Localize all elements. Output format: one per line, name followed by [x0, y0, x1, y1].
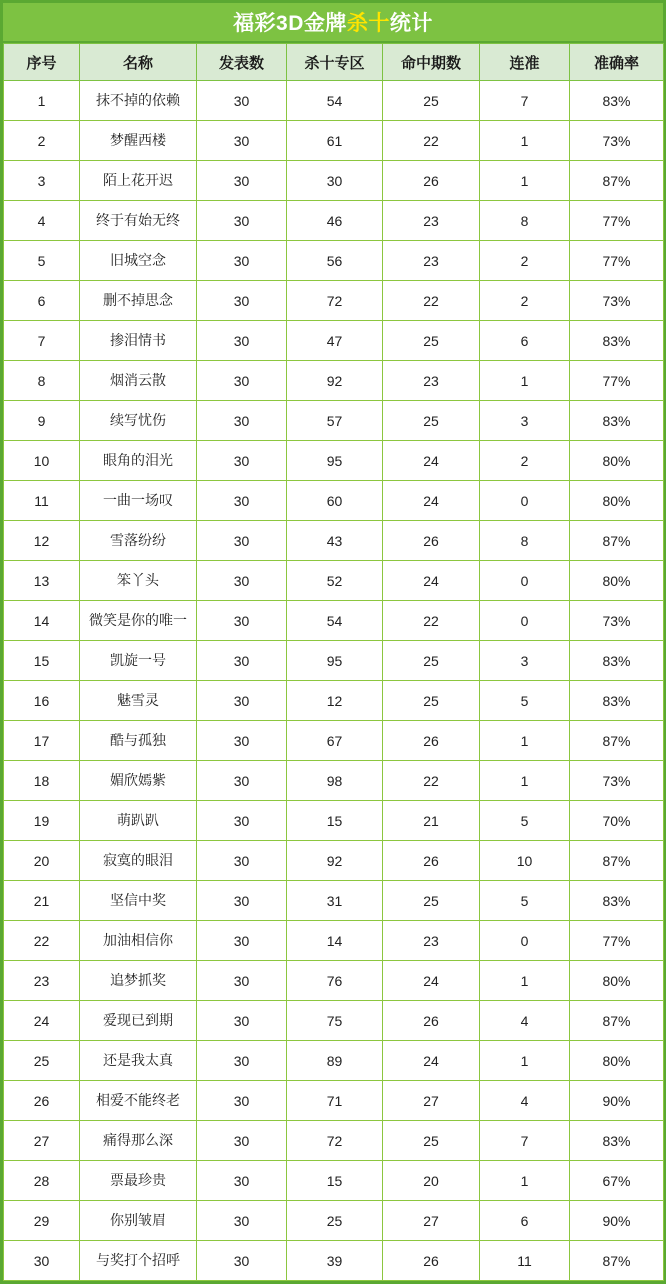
cell-accuracy: 83%: [570, 81, 664, 121]
cell-zone: 67: [287, 721, 383, 761]
cell-hit-periods: 27: [383, 1081, 480, 1121]
cell-name: 陌上花开迟: [80, 161, 197, 201]
cell-name: 还是我太真: [80, 1041, 197, 1081]
cell-streak: 0: [480, 561, 570, 601]
cell-index: 19: [4, 801, 80, 841]
column-header-hit-periods: 命中期数: [383, 44, 480, 81]
table-row: [4, 641, 664, 681]
cell-published: 30: [197, 361, 287, 401]
cell-name: 与奖打个招呼: [80, 1241, 197, 1281]
cell-published: 30: [197, 1161, 287, 1201]
table-row: [4, 961, 664, 1001]
cell-published: 30: [197, 561, 287, 601]
cell-hit-periods: 21: [383, 801, 480, 841]
page-title-accent: 杀十: [346, 12, 390, 35]
cell-streak: 0: [480, 601, 570, 641]
table-row: [4, 801, 664, 841]
cell-accuracy: 90%: [570, 1081, 664, 1121]
cell-zone: 30: [287, 161, 383, 201]
cell-index: 4: [4, 201, 80, 241]
cell-index: 14: [4, 601, 80, 641]
cell-streak: 4: [480, 1081, 570, 1121]
cell-streak: 1: [480, 361, 570, 401]
cell-zone: 52: [287, 561, 383, 601]
cell-index: 20: [4, 841, 80, 881]
cell-accuracy: 77%: [570, 241, 664, 281]
cell-published: 30: [197, 201, 287, 241]
cell-name: 痛得那么深: [80, 1121, 197, 1161]
cell-index: 11: [4, 481, 80, 521]
cell-streak: 2: [480, 441, 570, 481]
statistics-table: [3, 43, 664, 1281]
table-header-row: [4, 44, 664, 81]
cell-hit-periods: 23: [383, 921, 480, 961]
cell-accuracy: 80%: [570, 561, 664, 601]
cell-zone: 25: [287, 1201, 383, 1241]
cell-index: 16: [4, 681, 80, 721]
cell-streak: 0: [480, 921, 570, 961]
cell-published: 30: [197, 1201, 287, 1241]
column-header-name: 名称: [80, 44, 197, 81]
cell-accuracy: 87%: [570, 521, 664, 561]
cell-index: 2: [4, 121, 80, 161]
cell-published: 30: [197, 321, 287, 361]
cell-hit-periods: 25: [383, 881, 480, 921]
cell-hit-periods: 23: [383, 201, 480, 241]
cell-published: 30: [197, 961, 287, 1001]
cell-name: 烟消云散: [80, 361, 197, 401]
table-row: [4, 241, 664, 281]
cell-streak: 7: [480, 81, 570, 121]
cell-hit-periods: 25: [383, 81, 480, 121]
cell-zone: 89: [287, 1041, 383, 1081]
cell-zone: 61: [287, 121, 383, 161]
cell-zone: 15: [287, 1161, 383, 1201]
cell-published: 30: [197, 681, 287, 721]
cell-name: 加油相信你: [80, 921, 197, 961]
cell-accuracy: 87%: [570, 161, 664, 201]
cell-hit-periods: 25: [383, 401, 480, 441]
cell-published: 30: [197, 161, 287, 201]
cell-zone: 31: [287, 881, 383, 921]
cell-accuracy: 83%: [570, 681, 664, 721]
cell-zone: 14: [287, 921, 383, 961]
cell-streak: 5: [480, 681, 570, 721]
cell-zone: 95: [287, 441, 383, 481]
table-row: [4, 841, 664, 881]
cell-published: 30: [197, 1001, 287, 1041]
cell-index: 22: [4, 921, 80, 961]
cell-hit-periods: 25: [383, 321, 480, 361]
cell-hit-periods: 26: [383, 161, 480, 201]
cell-hit-periods: 22: [383, 281, 480, 321]
cell-streak: 0: [480, 481, 570, 521]
cell-name: 凯旋一号: [80, 641, 197, 681]
cell-streak: 1: [480, 161, 570, 201]
column-header-accuracy: 准确率: [570, 44, 664, 81]
cell-streak: 1: [480, 761, 570, 801]
cell-hit-periods: 22: [383, 601, 480, 641]
cell-streak: 8: [480, 521, 570, 561]
cell-accuracy: 80%: [570, 481, 664, 521]
cell-index: 9: [4, 401, 80, 441]
cell-name: 相爱不能终老: [80, 1081, 197, 1121]
table-row: [4, 1041, 664, 1081]
cell-published: 30: [197, 601, 287, 641]
cell-zone: 57: [287, 401, 383, 441]
cell-published: 30: [197, 761, 287, 801]
cell-index: 18: [4, 761, 80, 801]
cell-streak: 2: [480, 241, 570, 281]
cell-hit-periods: 25: [383, 681, 480, 721]
cell-zone: 92: [287, 361, 383, 401]
cell-streak: 5: [480, 801, 570, 841]
cell-zone: 72: [287, 1121, 383, 1161]
cell-hit-periods: 26: [383, 721, 480, 761]
column-header-index: 序号: [4, 44, 80, 81]
cell-index: 23: [4, 961, 80, 1001]
cell-index: 6: [4, 281, 80, 321]
cell-hit-periods: 25: [383, 641, 480, 681]
cell-streak: 1: [480, 1161, 570, 1201]
column-header-published: 发表数: [197, 44, 287, 81]
column-header-zone: 杀十专区: [287, 44, 383, 81]
cell-name: 寂寞的眼泪: [80, 841, 197, 881]
cell-index: 3: [4, 161, 80, 201]
table-row: [4, 1161, 664, 1201]
table-row: [4, 321, 664, 361]
table-row: [4, 81, 664, 121]
cell-name: 媚欣嫣紫: [80, 761, 197, 801]
cell-zone: 54: [287, 601, 383, 641]
table-row: [4, 601, 664, 641]
cell-accuracy: 80%: [570, 441, 664, 481]
cell-published: 30: [197, 841, 287, 881]
cell-name: 掺泪情书: [80, 321, 197, 361]
cell-streak: 6: [480, 1201, 570, 1241]
cell-streak: 3: [480, 401, 570, 441]
cell-streak: 3: [480, 641, 570, 681]
table-row: [4, 1121, 664, 1161]
cell-streak: 10: [480, 841, 570, 881]
cell-index: 13: [4, 561, 80, 601]
cell-accuracy: 87%: [570, 1001, 664, 1041]
cell-name: 眼角的泪光: [80, 441, 197, 481]
cell-streak: 1: [480, 961, 570, 1001]
cell-zone: 98: [287, 761, 383, 801]
cell-accuracy: 87%: [570, 841, 664, 881]
cell-streak: 7: [480, 1121, 570, 1161]
cell-name: 你别皱眉: [80, 1201, 197, 1241]
cell-index: 28: [4, 1161, 80, 1201]
cell-name: 爱现已到期: [80, 1001, 197, 1041]
cell-accuracy: 87%: [570, 1241, 664, 1281]
cell-streak: 6: [480, 321, 570, 361]
cell-zone: 95: [287, 641, 383, 681]
cell-index: 21: [4, 881, 80, 921]
cell-zone: 92: [287, 841, 383, 881]
cell-hit-periods: 24: [383, 441, 480, 481]
cell-published: 30: [197, 1121, 287, 1161]
cell-zone: 54: [287, 81, 383, 121]
cell-published: 30: [197, 81, 287, 121]
cell-published: 30: [197, 121, 287, 161]
table-row: [4, 561, 664, 601]
cell-name: 微笑是你的唯一: [80, 601, 197, 641]
cell-zone: 60: [287, 481, 383, 521]
cell-name: 票最珍贵: [80, 1161, 197, 1201]
cell-name: 一曲一场叹: [80, 481, 197, 521]
cell-published: 30: [197, 1241, 287, 1281]
cell-streak: 1: [480, 121, 570, 161]
table-row: [4, 201, 664, 241]
page-title-bar: [3, 3, 663, 43]
cell-accuracy: 73%: [570, 121, 664, 161]
table-row: [4, 761, 664, 801]
cell-published: 30: [197, 641, 287, 681]
cell-hit-periods: 24: [383, 1041, 480, 1081]
table-row: [4, 1081, 664, 1121]
table-row: [4, 161, 664, 201]
cell-published: 30: [197, 721, 287, 761]
cell-index: 7: [4, 321, 80, 361]
cell-zone: 15: [287, 801, 383, 841]
cell-published: 30: [197, 441, 287, 481]
cell-published: 30: [197, 1081, 287, 1121]
cell-streak: 5: [480, 881, 570, 921]
cell-hit-periods: 24: [383, 961, 480, 1001]
cell-accuracy: 70%: [570, 801, 664, 841]
cell-hit-periods: 26: [383, 1001, 480, 1041]
cell-hit-periods: 24: [383, 481, 480, 521]
cell-hit-periods: 24: [383, 561, 480, 601]
table-header: [4, 44, 664, 81]
cell-hit-periods: 26: [383, 521, 480, 561]
cell-streak: 4: [480, 1001, 570, 1041]
cell-accuracy: 73%: [570, 281, 664, 321]
cell-name: 萌趴趴: [80, 801, 197, 841]
cell-accuracy: 77%: [570, 361, 664, 401]
cell-accuracy: 83%: [570, 1121, 664, 1161]
cell-streak: 8: [480, 201, 570, 241]
cell-zone: 76: [287, 961, 383, 1001]
cell-name: 抹不掉的依赖: [80, 81, 197, 121]
cell-accuracy: 73%: [570, 601, 664, 641]
cell-streak: 1: [480, 721, 570, 761]
cell-accuracy: 83%: [570, 881, 664, 921]
cell-published: 30: [197, 881, 287, 921]
cell-accuracy: 83%: [570, 641, 664, 681]
cell-index: 5: [4, 241, 80, 281]
cell-accuracy: 83%: [570, 321, 664, 361]
cell-index: 27: [4, 1121, 80, 1161]
page-title: [233, 7, 433, 37]
cell-streak: 11: [480, 1241, 570, 1281]
cell-accuracy: 77%: [570, 921, 664, 961]
cell-index: 24: [4, 1001, 80, 1041]
cell-hit-periods: 22: [383, 121, 480, 161]
cell-zone: 12: [287, 681, 383, 721]
cell-name: 旧城空念: [80, 241, 197, 281]
table-body: [4, 81, 664, 1281]
cell-published: 30: [197, 801, 287, 841]
cell-zone: 47: [287, 321, 383, 361]
table-row: [4, 681, 664, 721]
cell-zone: 43: [287, 521, 383, 561]
cell-hit-periods: 23: [383, 361, 480, 401]
cell-hit-periods: 23: [383, 241, 480, 281]
cell-hit-periods: 26: [383, 1241, 480, 1281]
cell-streak: 2: [480, 281, 570, 321]
cell-published: 30: [197, 241, 287, 281]
cell-index: 1: [4, 81, 80, 121]
cell-zone: 71: [287, 1081, 383, 1121]
cell-index: 29: [4, 1201, 80, 1241]
cell-index: 12: [4, 521, 80, 561]
table-row: [4, 1001, 664, 1041]
table-row: [4, 401, 664, 441]
cell-index: 26: [4, 1081, 80, 1121]
cell-accuracy: 77%: [570, 201, 664, 241]
table-row: [4, 441, 664, 481]
table-row: [4, 881, 664, 921]
cell-accuracy: 83%: [570, 401, 664, 441]
cell-accuracy: 80%: [570, 961, 664, 1001]
cell-name: 续写忧伤: [80, 401, 197, 441]
cell-name: 终于有始无终: [80, 201, 197, 241]
cell-hit-periods: 27: [383, 1201, 480, 1241]
cell-name: 魅雪灵: [80, 681, 197, 721]
cell-name: 酷与孤独: [80, 721, 197, 761]
table-row: [4, 1241, 664, 1281]
table-row: [4, 1201, 664, 1241]
cell-accuracy: 67%: [570, 1161, 664, 1201]
cell-index: 8: [4, 361, 80, 401]
cell-accuracy: 90%: [570, 1201, 664, 1241]
cell-name: 坚信中奖: [80, 881, 197, 921]
cell-hit-periods: 26: [383, 841, 480, 881]
cell-name: 追梦抓奖: [80, 961, 197, 1001]
cell-published: 30: [197, 481, 287, 521]
table-row: [4, 361, 664, 401]
cell-published: 30: [197, 921, 287, 961]
cell-published: 30: [197, 281, 287, 321]
cell-zone: 46: [287, 201, 383, 241]
cell-hit-periods: 25: [383, 1121, 480, 1161]
cell-accuracy: 80%: [570, 1041, 664, 1081]
cell-zone: 56: [287, 241, 383, 281]
cell-published: 30: [197, 401, 287, 441]
cell-accuracy: 73%: [570, 761, 664, 801]
cell-zone: 39: [287, 1241, 383, 1281]
cell-index: 25: [4, 1041, 80, 1081]
cell-index: 15: [4, 641, 80, 681]
cell-name: 笨丫头: [80, 561, 197, 601]
cell-index: 17: [4, 721, 80, 761]
table-row: [4, 721, 664, 761]
cell-index: 30: [4, 1241, 80, 1281]
table-row: [4, 281, 664, 321]
cell-index: 10: [4, 441, 80, 481]
page-title-prefix: 福彩3D金牌: [233, 12, 347, 35]
cell-name: 雪落纷纷: [80, 521, 197, 561]
table-row: [4, 481, 664, 521]
cell-name: 删不掉思念: [80, 281, 197, 321]
cell-zone: 75: [287, 1001, 383, 1041]
table-row: [4, 121, 664, 161]
cell-zone: 72: [287, 281, 383, 321]
cell-hit-periods: 22: [383, 761, 480, 801]
cell-published: 30: [197, 521, 287, 561]
table-row: [4, 921, 664, 961]
cell-hit-periods: 20: [383, 1161, 480, 1201]
cell-published: 30: [197, 1041, 287, 1081]
page-title-suffix: 统计: [389, 12, 433, 35]
column-header-streak: 连准: [480, 44, 570, 81]
table-row: [4, 521, 664, 561]
cell-streak: 1: [480, 1041, 570, 1081]
cell-name: 梦醒西楼: [80, 121, 197, 161]
cell-accuracy: 87%: [570, 721, 664, 761]
